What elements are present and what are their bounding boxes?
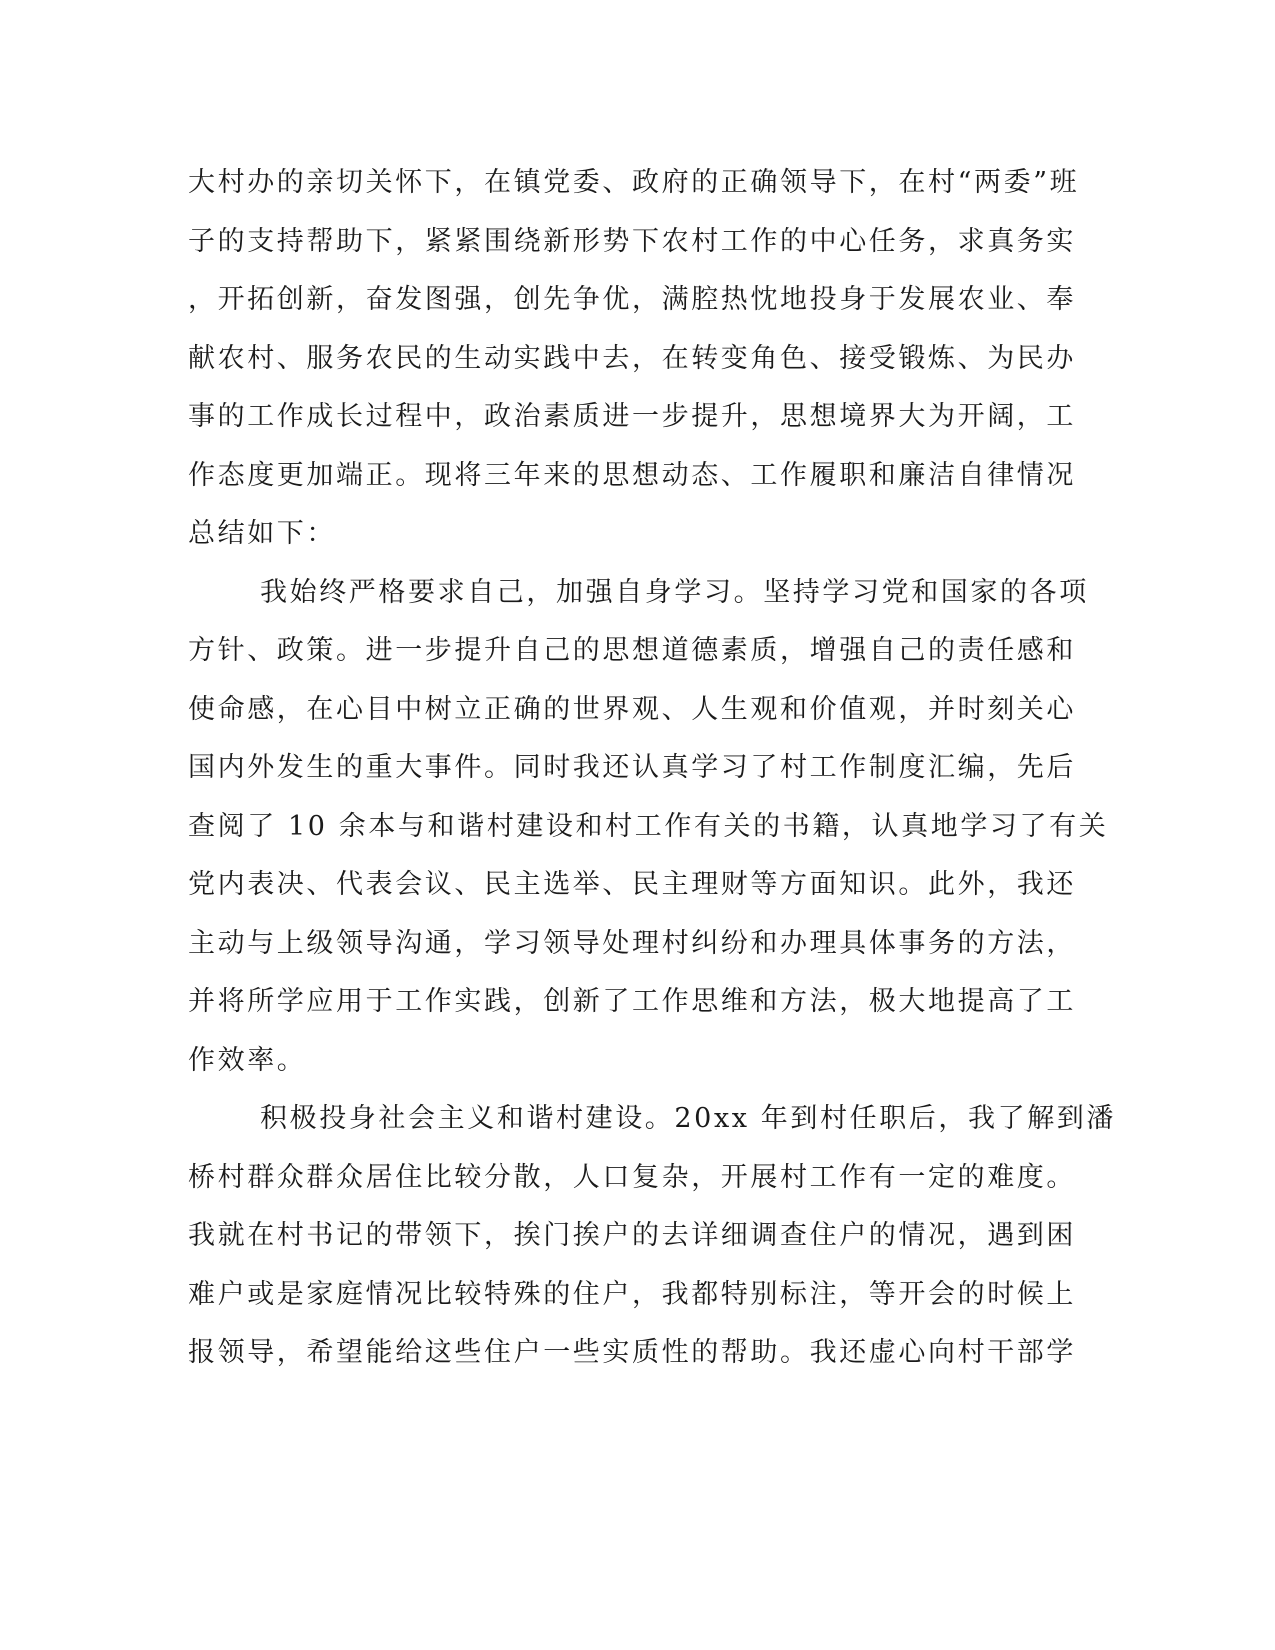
paragraph-first-line: 我始终严格要求自己，加强自身学习。坚持学习党和国家的各项 (260, 576, 1089, 608)
text-line: 国内外发生的重大事件。同时我还认真学习了村工作制度汇编，先后 (188, 752, 1076, 783)
text-line: 并将所学应用于工作实践，创新了工作思维和方法，极大地提高了工 (188, 986, 1076, 1017)
text-line: 难户或是家庭情况比较特殊的住户，我都特别标注，等开会的时候上 (188, 1278, 1076, 1310)
text-line: 党内表决、代表会议、民主选举、民主理财等方面知识。此外，我还 (188, 869, 1076, 900)
text-line: 大村办的亲切关怀下，在镇党委、政府的正确领导下，在村“两委”班 (188, 167, 1080, 198)
text-line: 我就在村书记的带领下，挨门挨户的去详细调查住户的情况，遇到困 (188, 1220, 1076, 1251)
text-line: 总结如下： (188, 518, 336, 549)
text-line: 查阅了 10 余本与和谐村建设和村工作有关的书籍，认真地学习了有关 (188, 810, 1109, 842)
text-line: 事的工作成长过程中，政治素质进一步提升，思想境界大为开阔，工 (188, 401, 1076, 432)
text-line: 作态度更加端正。现将三年来的思想动态、工作履职和廉洁自律情况 (188, 459, 1076, 491)
text-line: 作效率。 (188, 1044, 307, 1076)
text-line: 报领导，希望能给这些住户一些实质性的帮助。我还虚心向村干部学 (188, 1337, 1076, 1368)
text-line: 子的支持帮助下，紧紧围绕新形势下农村工作的中心任务，求真务实 (188, 225, 1076, 257)
text-line: 献农村、服务农民的生动实践中去，在转变角色、接受锻炼、为民办 (188, 342, 1076, 374)
body-text (188, 154, 1116, 1383)
text-line: 方针、政策。进一步提升自己的思想道德素质，增强自己的责任感和 (188, 635, 1076, 666)
text-line: 主动与上级领导沟通，学习领导处理村纠纷和办理具体事务的方法， (188, 927, 1076, 959)
text-line: ，开拓创新，奋发图强，创先争优，满腔热忱地投身于发展农业、奉 (188, 284, 1076, 315)
paragraph-first-line: 积极投身社会主义和谐村建设。20xx 年到村任职后，我了解到潘 (260, 1103, 1116, 1134)
text-line: 使命感，在心目中树立正确的世界观、人生观和价值观，并时刻关心 (188, 693, 1076, 725)
text-line: 桥村群众群众居住比较分散，人口复杂，开展村工作有一定的难度。 (188, 1161, 1076, 1193)
